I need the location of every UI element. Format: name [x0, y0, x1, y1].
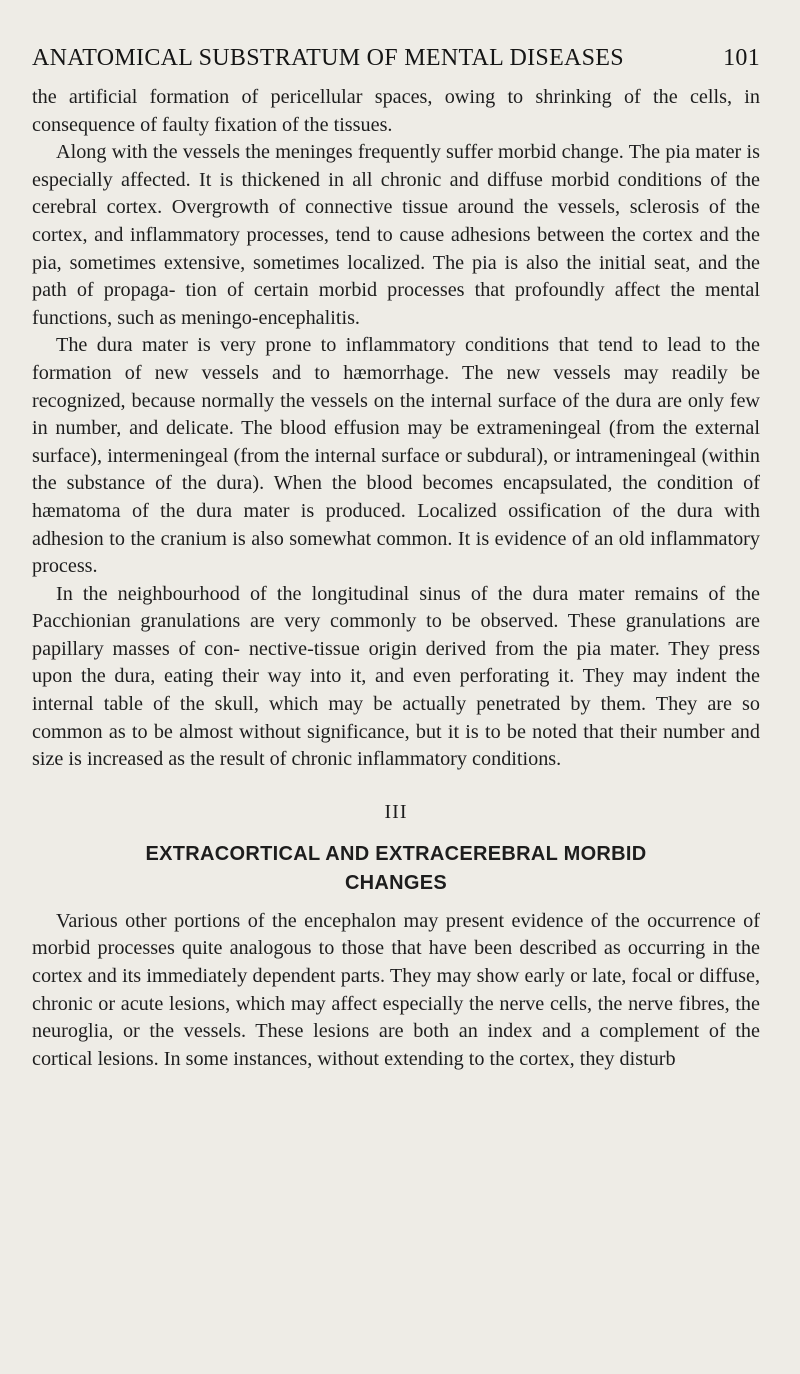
paragraph-continued: the artificial formation of pericellular spaces, owing to shrinking of the cells, in consequence of faulty fixation of the tissues. — [32, 86, 760, 136]
paragraph-pacchionian: In the neighbourhood of the longitudinal sinus of the dura mater remains of the Pacchionian granulations are very commonly to be observed. These granulations are papillary masses of con- nective-tissue origin derived from the pia mater. They press upon the dura, eating their way into it, and even perforating it. They may indent the internal table of the skull, which may be actually penetrated by them. They are so common as to be almost without significance, but it is to be noted that their number and size is increased as the result of chronic inflammatory conditions. — [32, 582, 760, 771]
section-number: III — [384, 800, 408, 823]
section-title-line-1: EXTRACORTICAL AND EXTRACEREBRAL MORBID — [145, 842, 647, 865]
paragraph-extracortical: Various other portions of the encephalon may present evidence of the occurrence of morbid processes quite analogous to those that have been described as occurring in the cortex and its immediately dependent parts. They may show early or late, focal or diffuse, chronic or acute lesions, which may affect especially the nerve cells, the nerve fibres, the neuroglia, or the vessels. These lesions are both an index and a complement of the cortical lesions. In some instances, without extending to the cortex, they disturb — [32, 909, 760, 1070]
running-head — [32, 42, 760, 74]
page-number: 101 — [723, 45, 760, 71]
paragraph-dura-mater: The dura mater is very prone to inflammatory conditions that tend to lead to the formation of new vessels and to hæmorrhage. The new vessels may readily be recognized, because normally the vessels on the internal surface of the dura are only few in number, and delicate. The blood effusion may be extrameningeal (from the external surface), intermeningeal (from the internal surface or subdural), or intrameningeal (within the substance of the dura). When the blood becomes encapsulated, the condition of hæmatoma of the dura mater is produced. Localized ossification of the dura with adhesion to the cranium is also somewhat common. It is evidence of an old inflammatory process. — [32, 334, 760, 578]
paragraph-meninges: Along with the vessels the meninges frequently suffer morbid change. The pia mater is especially affected. It is thickened in all chronic and diffuse morbid conditions of the cerebral cortex. Overgrowth of connective tissue around the vessels, sclerosis of the cortex, and inflammatory processes, tend to cause adhesions between the cortex and the pia, sometimes extensive, sometimes localized. The pia is also the initial seat, and the path of propaga- tion of certain morbid processes that profoundly affect the mental functions, such as meningo-encephalitis. — [32, 141, 760, 329]
section-title-line-2: CHANGES — [344, 871, 448, 894]
running-head-title: ANATOMICAL SUBSTRATUM OF MENTAL DISEASES — [32, 45, 624, 71]
body-text — [32, 84, 760, 1073]
section-title — [32, 840, 760, 898]
